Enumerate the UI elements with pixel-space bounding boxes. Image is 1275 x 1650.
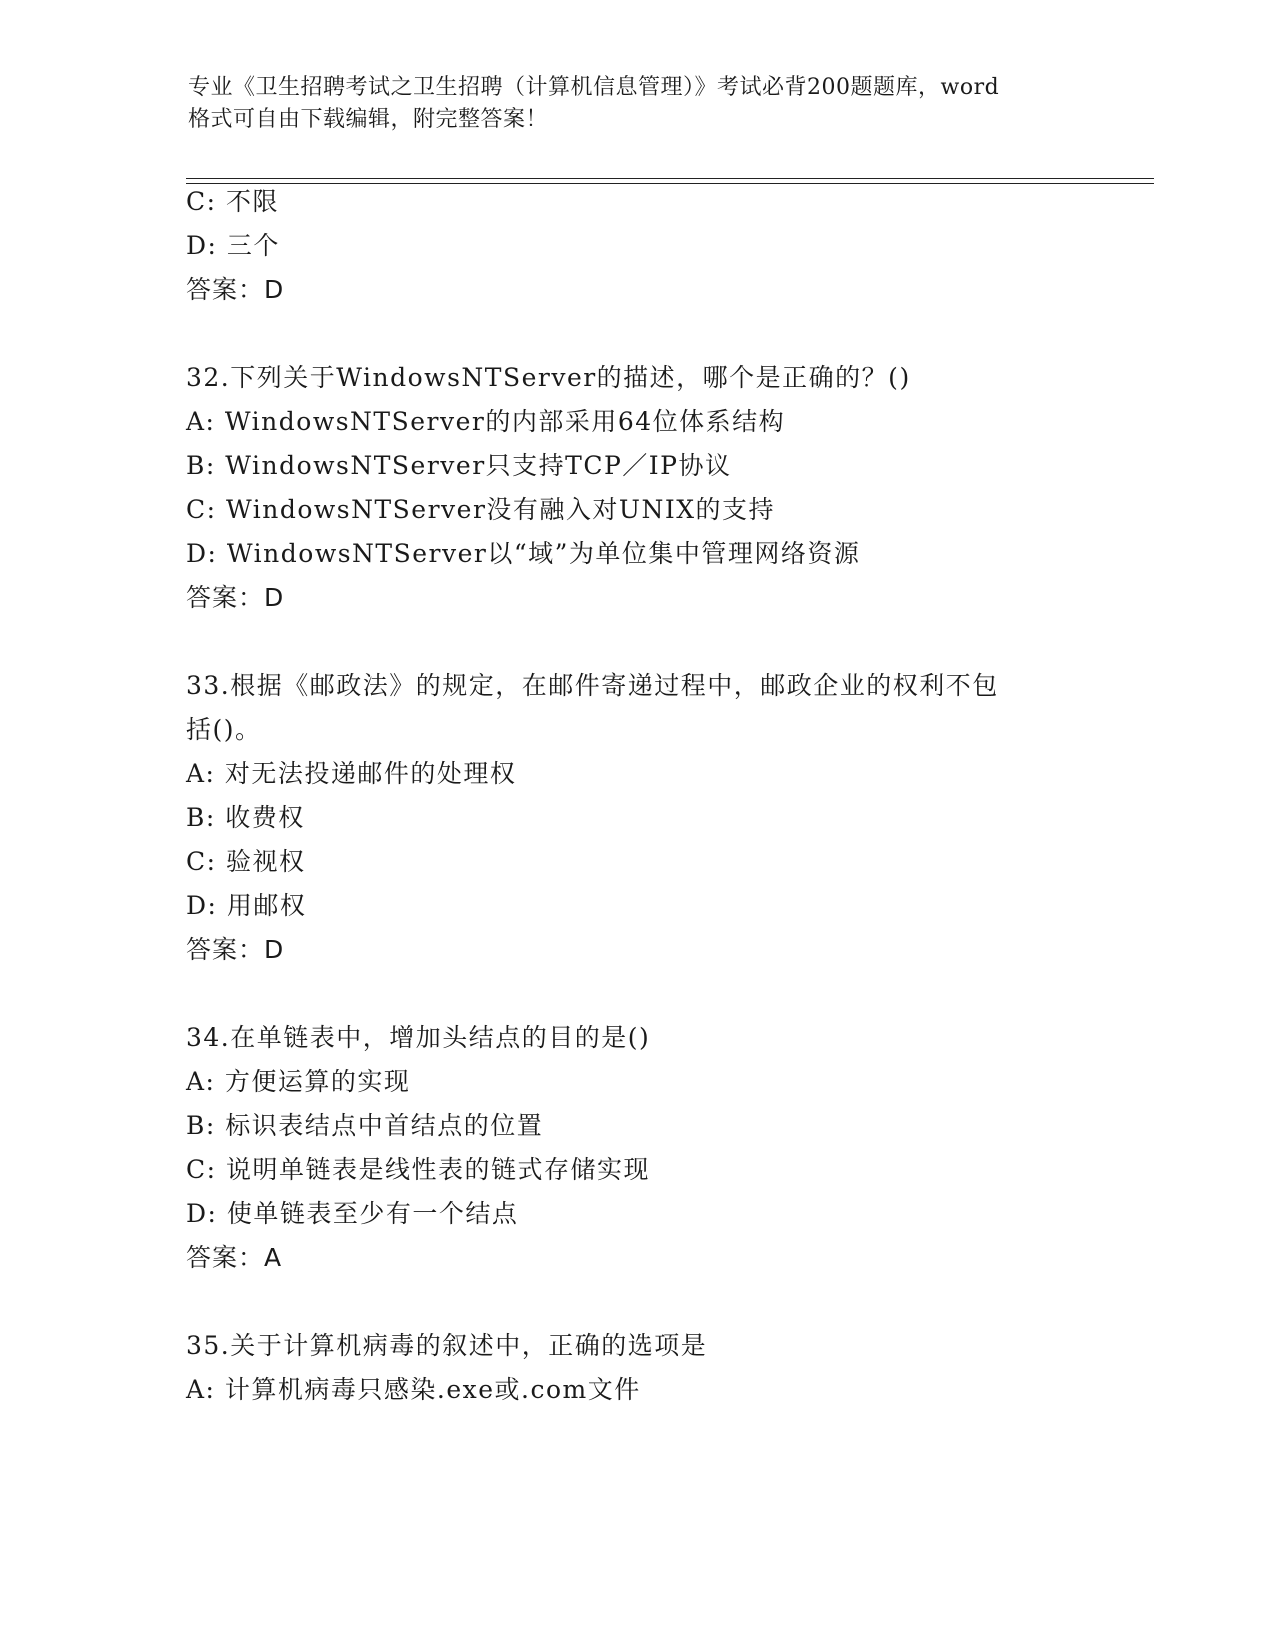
header-divider-top xyxy=(186,178,1154,179)
header-title-line-1: 专业《卫生招聘考试之卫生招聘（计算机信息管理）》考试必背200题题库，word xyxy=(188,75,1000,100)
q32-option-b: B: WindowsNTServer只支持TCP／IP协议 xyxy=(186,451,732,480)
q34-option-a: A: 方便运算的实现 xyxy=(186,1067,411,1096)
q34-option-b: B: 标识表结点中首结点的位置 xyxy=(186,1111,544,1140)
q34-answer: 答案：A xyxy=(186,1243,283,1272)
q33-option-d: D: 用邮权 xyxy=(186,891,307,920)
q32-question: 32.下列关于WindowsNTServer的描述，哪个是正确的？() xyxy=(186,363,911,392)
header-title-line-2: 格式可自由下载编辑，附完整答案！ xyxy=(188,107,549,132)
q32-option-d: D: WindowsNTServer以“域”为单位集中管理网络资源 xyxy=(186,539,861,568)
q35-option-a: A: 计算机病毒只感染.exe或.com文件 xyxy=(186,1375,641,1404)
q34-option-c: C: 说明单链表是线性表的链式存储实现 xyxy=(186,1155,650,1184)
q32-answer: 答案：D xyxy=(186,583,285,612)
q33-option-b: B: 收费权 xyxy=(186,803,305,832)
document-header xyxy=(188,72,1088,136)
q33-question-line-1: 33.根据《邮政法》的规定，在邮件寄递过程中，邮政企业的权利不包 xyxy=(186,671,999,700)
header-divider-bottom xyxy=(186,183,1154,184)
q31-option-c: C: 不限 xyxy=(186,187,279,216)
q35-question: 35.关于计算机病毒的叙述中，正确的选项是 xyxy=(186,1331,708,1360)
q32-option-a: A: WindowsNTServer的内部采用64位体系结构 xyxy=(186,407,786,436)
q32-option-c: C: WindowsNTServer没有融入对UNIX的支持 xyxy=(186,495,776,524)
q33-question-line-2: 括()。 xyxy=(186,715,262,744)
q31-option-d: D: 三个 xyxy=(186,231,280,260)
q33-answer: 答案：D xyxy=(186,935,285,964)
q34-question: 34.在单链表中，增加头结点的目的是() xyxy=(186,1023,651,1052)
q34-option-d: D: 使单链表至少有一个结点 xyxy=(186,1199,519,1228)
q31-answer: 答案：D xyxy=(186,275,285,304)
q33-option-c: C: 验视权 xyxy=(186,847,306,876)
q33-option-a: A: 对无法投递邮件的处理权 xyxy=(186,759,517,788)
